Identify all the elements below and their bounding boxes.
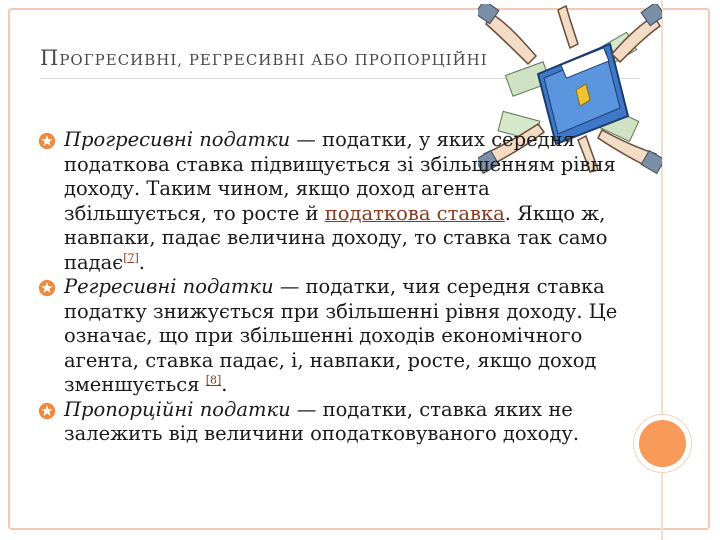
text-progressive-b: . Якщо ж, навпаки, падає величина доходу, то ставка так само падає: [64, 201, 608, 274]
list-item-proportional: [38, 398, 618, 447]
reference-8[interactable]: [8]: [205, 373, 222, 387]
text-regressive-a: — податки, чия середня ставка податку знижується при збільшенні рівня доходу. Це означає, що при збільшенні доходів економічного агента, ставка падає, і, навпаки, росте, якщо доход зменшується: [64, 275, 618, 396]
text-regressive-c: .: [221, 373, 228, 396]
text-progressive-c: .: [138, 250, 145, 274]
decor-orange-circle: [639, 420, 686, 467]
title-rest: РОГРЕСИВНІ, РЕГРЕСИВНІ АБО ПРОПОРЦІЙНІ: [59, 51, 488, 69]
text-progressive-a: — податки, у яких середня податкова ставка підвищується зі збільшенням рівня доходу. Таким чином, якщо доход агента збільшується, то росте й: [64, 128, 616, 225]
bullet-list: [38, 128, 618, 447]
orange-star-bullet-icon: [38, 402, 56, 420]
orange-star-bullet-icon: [38, 132, 56, 150]
list-item-progressive: [38, 128, 618, 275]
term-proportional: Пропорційні податки: [64, 397, 291, 421]
text-proportional-a: — податки, ставка яких не залежить від величини оподатковуваного доходу.: [64, 397, 580, 445]
reference-7[interactable]: [7]: [123, 251, 139, 264]
title-first-letter: П: [40, 46, 60, 70]
link-tax-rate[interactable]: податкова ставка: [324, 201, 505, 225]
term-regressive: Регресивні податки: [64, 275, 274, 298]
orange-star-bullet-icon: [38, 279, 56, 297]
term-progressive: Прогресивні податки: [64, 128, 291, 151]
list-item-regressive: [38, 275, 618, 398]
